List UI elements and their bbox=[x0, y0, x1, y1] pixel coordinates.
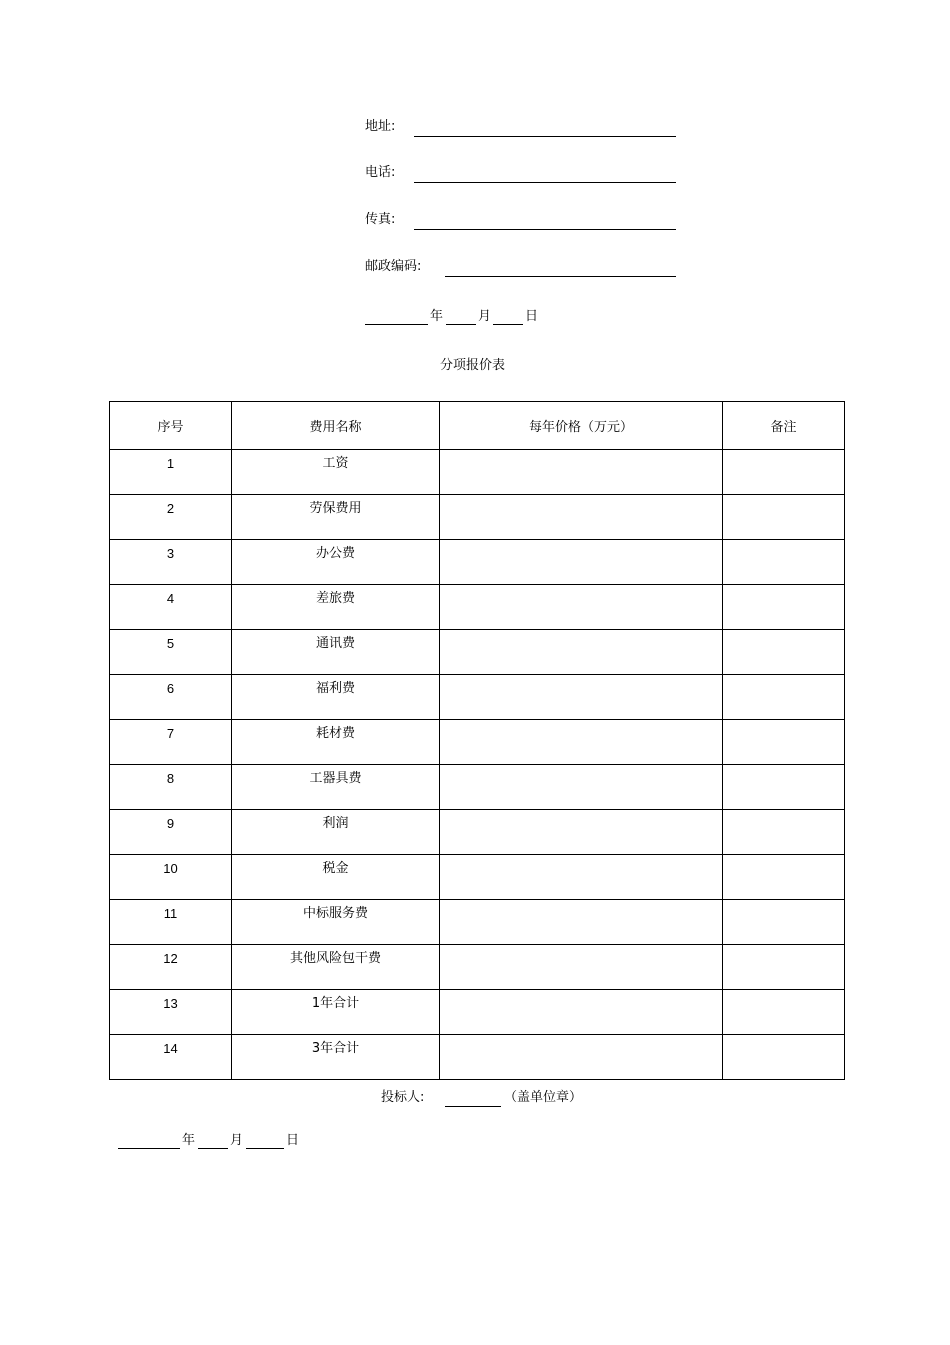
row-annual-price-cell[interactable] bbox=[440, 855, 723, 900]
bidder-label: 投标人: bbox=[381, 1090, 425, 1105]
top-date-month-label: 月 bbox=[478, 309, 492, 324]
phone-field[interactable] bbox=[414, 182, 676, 183]
row-remarks-cell-text bbox=[723, 540, 844, 546]
row-annual-price-cell-text bbox=[440, 990, 722, 996]
row-fee-name-text: 其他风险包干费 bbox=[289, 951, 381, 966]
row-remarks-cell[interactable] bbox=[723, 630, 845, 675]
table-row bbox=[110, 630, 845, 675]
row-serial-no-text: 10 bbox=[163, 861, 178, 876]
table-row bbox=[110, 1035, 845, 1080]
row-annual-price-cell[interactable] bbox=[440, 810, 723, 855]
row-annual-price-cell[interactable] bbox=[440, 945, 723, 990]
row-annual-price-cell-text bbox=[440, 765, 722, 771]
fax-field[interactable] bbox=[414, 229, 676, 230]
row-serial-no-text: 12 bbox=[163, 951, 178, 966]
table-row bbox=[110, 450, 845, 495]
bottom-date-year-field[interactable] bbox=[118, 1148, 180, 1149]
row-fee-name bbox=[232, 1035, 440, 1080]
row-annual-price-cell-text bbox=[440, 945, 722, 951]
row-remarks-cell[interactable] bbox=[723, 585, 845, 630]
row-fee-name bbox=[232, 495, 440, 540]
row-remarks-cell[interactable] bbox=[723, 765, 845, 810]
row-serial-no bbox=[110, 1035, 232, 1080]
row-annual-price-cell-text bbox=[440, 540, 722, 546]
row-fee-name bbox=[232, 630, 440, 675]
row-serial-no-text: 4 bbox=[166, 591, 175, 606]
row-annual-price-cell-text bbox=[440, 675, 722, 681]
row-serial-no bbox=[110, 720, 232, 765]
row-remarks-cell-text bbox=[723, 945, 844, 951]
row-serial-no-text: 3 bbox=[166, 546, 175, 561]
row-fee-name bbox=[232, 450, 440, 495]
table-row bbox=[110, 855, 845, 900]
row-annual-price-cell[interactable] bbox=[440, 1035, 723, 1080]
row-serial-no bbox=[110, 855, 232, 900]
top-date-year-label: 年 bbox=[430, 309, 444, 324]
row-fee-name-text: 1年合计 bbox=[311, 996, 360, 1011]
row-fee-name-text: 税金 bbox=[322, 861, 349, 876]
top-date-year-field[interactable] bbox=[365, 324, 428, 325]
row-fee-name bbox=[232, 900, 440, 945]
row-fee-name bbox=[232, 990, 440, 1035]
row-remarks-cell-text bbox=[723, 1035, 844, 1041]
row-serial-no bbox=[110, 765, 232, 810]
top-date-month-field[interactable] bbox=[446, 324, 476, 325]
table-row bbox=[110, 495, 845, 540]
row-remarks-cell[interactable] bbox=[723, 720, 845, 765]
row-remarks-cell[interactable] bbox=[723, 540, 845, 585]
row-annual-price-cell[interactable] bbox=[440, 585, 723, 630]
row-serial-no bbox=[110, 540, 232, 585]
row-remarks-cell-text bbox=[723, 585, 844, 591]
row-remarks-cell-text bbox=[723, 630, 844, 636]
row-remarks-cell-text bbox=[723, 495, 844, 501]
row-annual-price-cell-text bbox=[440, 495, 722, 501]
row-fee-name-text: 劳保费用 bbox=[309, 501, 362, 516]
row-annual-price-cell[interactable] bbox=[440, 900, 723, 945]
row-annual-price-cell[interactable] bbox=[440, 450, 723, 495]
table-row bbox=[110, 900, 845, 945]
row-remarks-cell-text bbox=[723, 675, 844, 681]
row-serial-no-text: 13 bbox=[163, 996, 178, 1011]
table-row bbox=[110, 765, 845, 810]
row-fee-name-text: 3年合计 bbox=[311, 1041, 360, 1056]
table-row bbox=[110, 720, 845, 765]
row-serial-no bbox=[110, 990, 232, 1035]
row-remarks-cell-text bbox=[723, 720, 844, 726]
row-fee-name bbox=[232, 540, 440, 585]
row-remarks-cell[interactable] bbox=[723, 1035, 845, 1080]
row-remarks-cell[interactable] bbox=[723, 810, 845, 855]
row-annual-price-cell[interactable] bbox=[440, 495, 723, 540]
row-fee-name bbox=[232, 855, 440, 900]
row-serial-no-text: 2 bbox=[166, 501, 175, 516]
row-remarks-cell-text bbox=[723, 990, 844, 996]
table-row bbox=[110, 945, 845, 990]
phone-label: 电话: bbox=[365, 165, 396, 180]
form-title: 分项报价表 bbox=[439, 358, 505, 373]
table-row bbox=[110, 990, 845, 1035]
postcode-label: 邮政编码: bbox=[365, 259, 422, 274]
header-serial-no: 序号 bbox=[110, 402, 232, 450]
row-serial-no-text: 11 bbox=[163, 906, 178, 921]
row-annual-price-cell[interactable] bbox=[440, 630, 723, 675]
table-row bbox=[110, 585, 845, 630]
row-serial-no bbox=[110, 900, 232, 945]
row-serial-no-text: 9 bbox=[166, 816, 175, 831]
row-fee-name-text: 差旅费 bbox=[315, 591, 355, 606]
row-annual-price-cell-text bbox=[440, 450, 722, 456]
row-serial-no bbox=[110, 450, 232, 495]
row-fee-name bbox=[232, 810, 440, 855]
row-remarks-cell[interactable] bbox=[723, 450, 845, 495]
row-serial-no-text: 7 bbox=[166, 726, 175, 741]
row-serial-no-text: 14 bbox=[163, 1041, 178, 1056]
row-remarks-cell[interactable] bbox=[723, 495, 845, 540]
row-fee-name bbox=[232, 720, 440, 765]
row-annual-price-cell[interactable] bbox=[440, 720, 723, 765]
row-annual-price-cell[interactable] bbox=[440, 990, 723, 1035]
bottom-date-month-label: 月 bbox=[230, 1133, 244, 1148]
bottom-date-day-label: 日 bbox=[286, 1133, 300, 1148]
row-remarks-cell-text bbox=[723, 810, 844, 816]
bottom-date-year-label: 年 bbox=[182, 1133, 196, 1148]
table-row bbox=[110, 540, 845, 585]
row-annual-price-cell-text bbox=[440, 855, 722, 861]
top-date-day-field[interactable] bbox=[493, 324, 523, 325]
row-serial-no bbox=[110, 945, 232, 990]
address-label: 地址: bbox=[365, 119, 396, 134]
row-serial-no bbox=[110, 495, 232, 540]
row-remarks-cell[interactable] bbox=[723, 900, 845, 945]
row-annual-price-cell-text bbox=[440, 810, 722, 816]
itemized-quote-table bbox=[109, 401, 845, 1080]
table-header-row bbox=[110, 402, 845, 450]
row-remarks-cell[interactable] bbox=[723, 675, 845, 720]
row-remarks-cell[interactable] bbox=[723, 945, 845, 990]
row-fee-name bbox=[232, 765, 440, 810]
row-fee-name-text: 耗材费 bbox=[315, 726, 355, 741]
header-remarks: 备注 bbox=[723, 402, 845, 450]
row-serial-no bbox=[110, 675, 232, 720]
fax-label: 传真: bbox=[365, 212, 396, 227]
row-fee-name-text: 福利费 bbox=[315, 681, 355, 696]
row-remarks-cell-text bbox=[723, 855, 844, 861]
bottom-date-day-field[interactable] bbox=[246, 1148, 284, 1149]
row-fee-name-text: 利润 bbox=[322, 816, 349, 831]
row-annual-price-cell-text bbox=[440, 630, 722, 636]
row-serial-no-text: 6 bbox=[166, 681, 175, 696]
row-fee-name bbox=[232, 675, 440, 720]
row-serial-no bbox=[110, 810, 232, 855]
row-remarks-cell-text bbox=[723, 450, 844, 456]
table-row bbox=[110, 810, 845, 855]
row-annual-price-cell-text bbox=[440, 585, 722, 591]
row-serial-no-text: 1 bbox=[166, 456, 175, 471]
top-date-day-label: 日 bbox=[525, 309, 539, 324]
row-fee-name-text: 工器具费 bbox=[309, 771, 362, 786]
row-annual-price-cell[interactable] bbox=[440, 675, 723, 720]
row-serial-no bbox=[110, 585, 232, 630]
row-remarks-cell[interactable] bbox=[723, 855, 845, 900]
row-annual-price-cell[interactable] bbox=[440, 765, 723, 810]
table-row bbox=[110, 675, 845, 720]
row-fee-name-text: 办公费 bbox=[315, 546, 355, 561]
row-remarks-cell-text bbox=[723, 900, 844, 906]
bidder-field[interactable] bbox=[445, 1106, 501, 1107]
row-annual-price-cell-text bbox=[440, 1035, 722, 1041]
row-annual-price-cell-text bbox=[440, 720, 722, 726]
header-fee-name: 费用名称 bbox=[232, 402, 440, 450]
header-annual-price: 每年价格（万元） bbox=[440, 402, 723, 450]
row-serial-no-text: 5 bbox=[166, 636, 175, 651]
bottom-date-month-field[interactable] bbox=[198, 1148, 228, 1149]
row-remarks-cell-text bbox=[723, 765, 844, 771]
row-remarks-cell[interactable] bbox=[723, 990, 845, 1035]
row-serial-no bbox=[110, 630, 232, 675]
row-serial-no-text: 8 bbox=[166, 771, 175, 786]
row-annual-price-cell-text bbox=[440, 900, 722, 906]
row-fee-name-text: 工资 bbox=[322, 456, 349, 471]
seal-note: （盖单位章） bbox=[504, 1090, 583, 1105]
row-fee-name bbox=[232, 585, 440, 630]
address-field[interactable] bbox=[414, 136, 676, 137]
row-annual-price-cell[interactable] bbox=[440, 540, 723, 585]
row-fee-name bbox=[232, 945, 440, 990]
row-fee-name-text: 通讯费 bbox=[315, 636, 355, 651]
postcode-field[interactable] bbox=[445, 276, 676, 277]
row-fee-name-text: 中标服务费 bbox=[302, 906, 368, 921]
